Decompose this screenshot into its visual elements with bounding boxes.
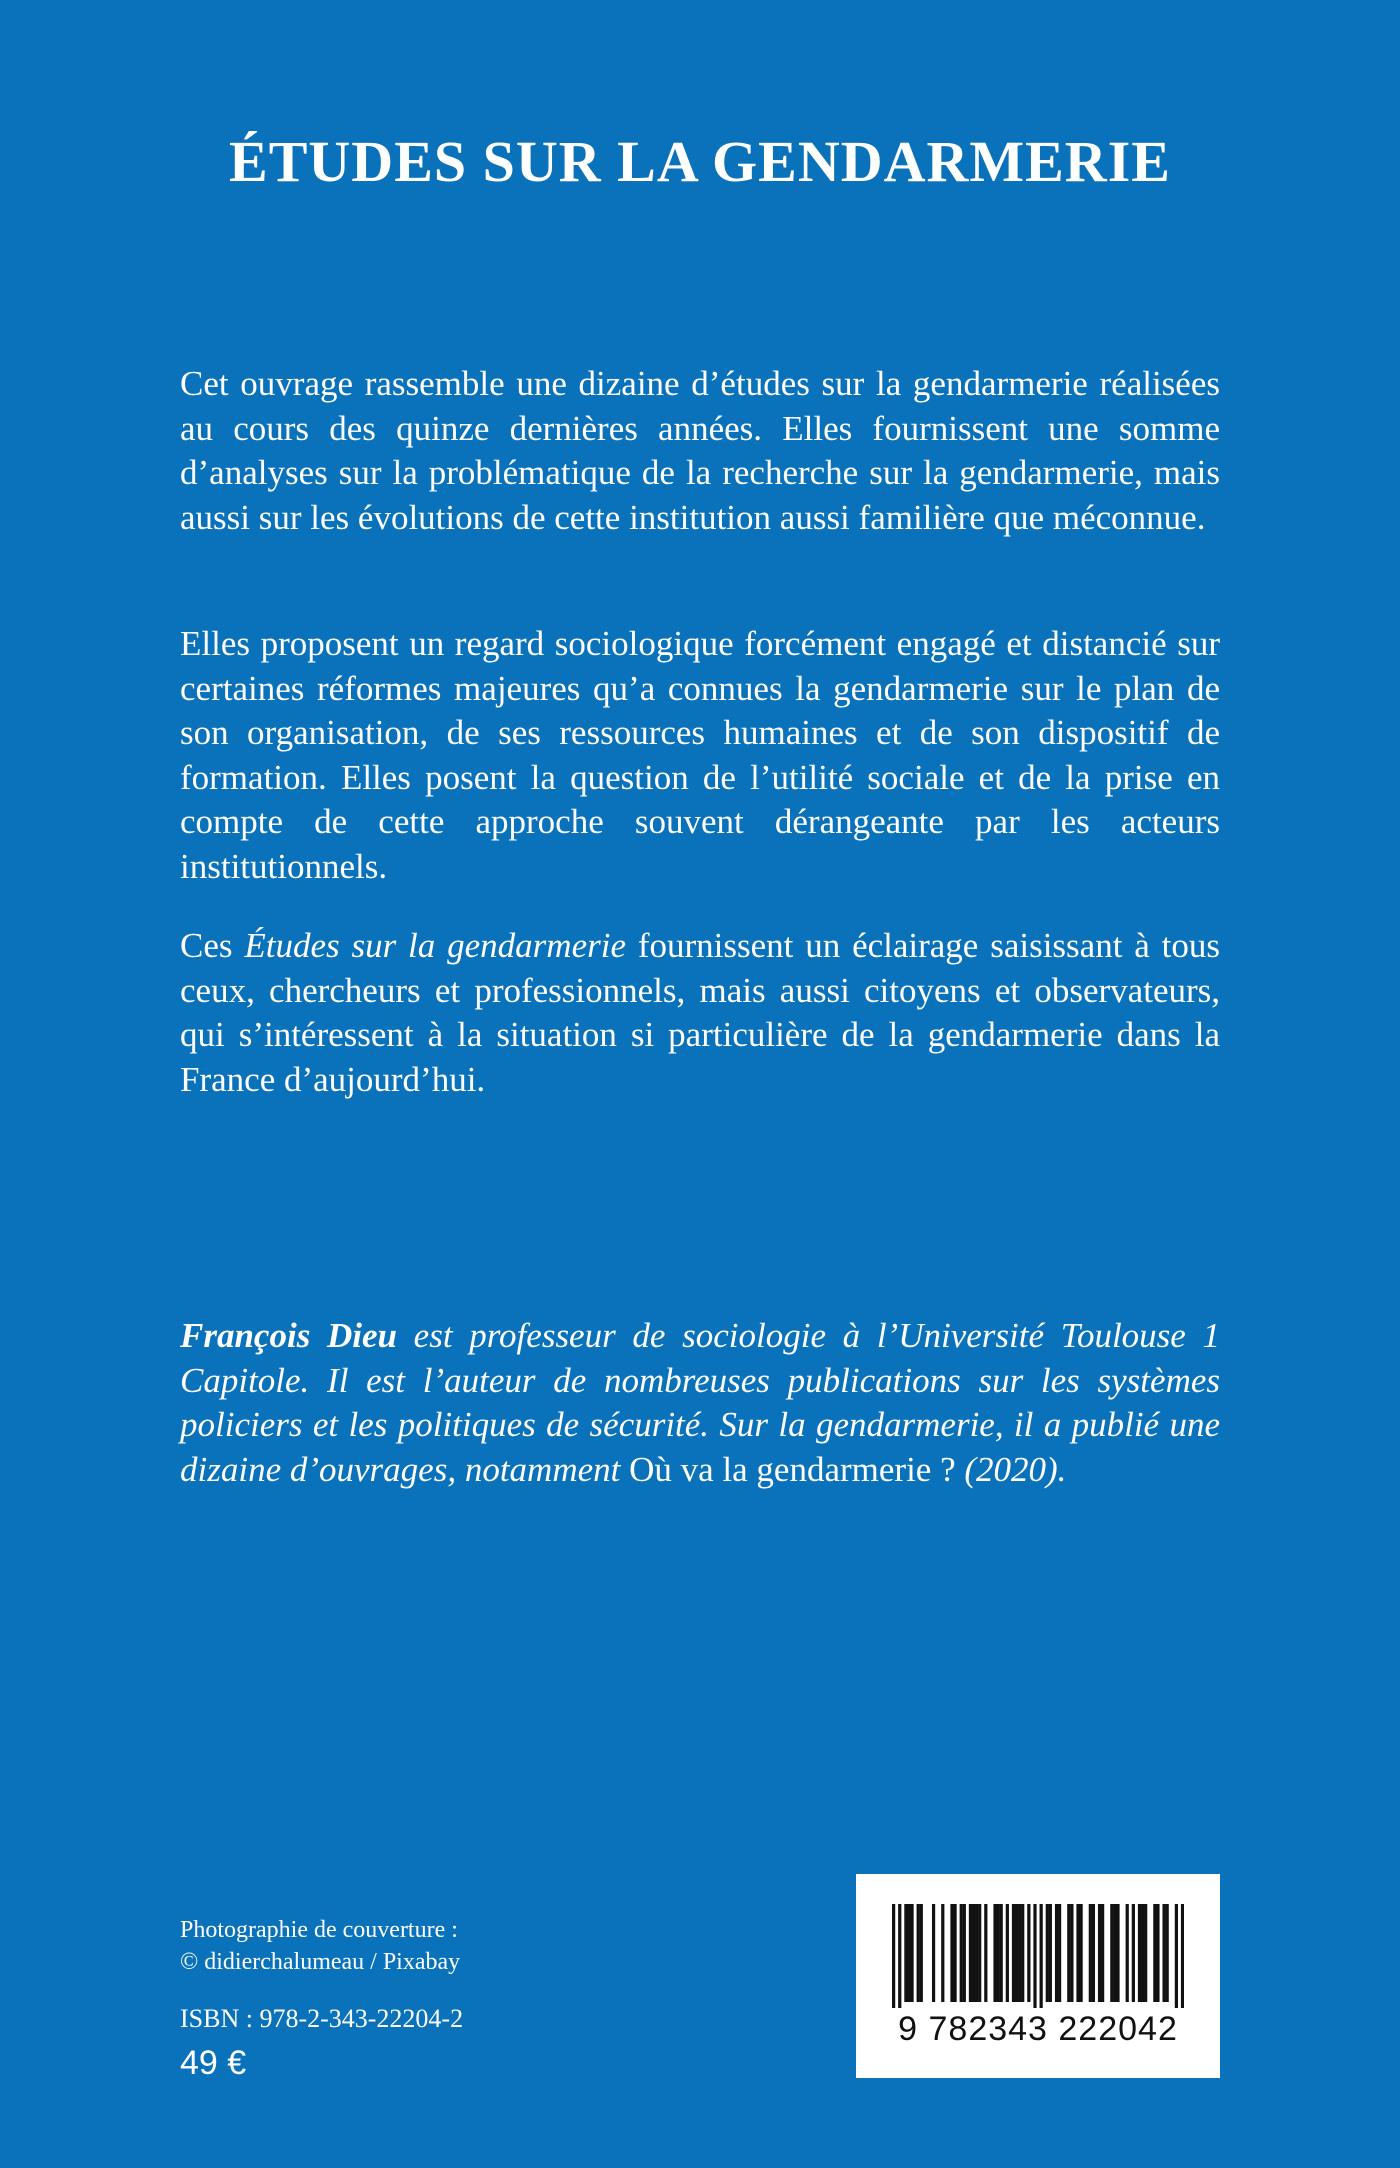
barcode-bar: [1000, 1904, 1003, 2002]
barcode-bar: [960, 1904, 963, 2002]
author-bio-text-2: (2020).: [955, 1449, 1067, 1489]
barcode-bar: [1098, 1904, 1101, 2002]
barcode-bar: [1018, 1904, 1021, 2002]
photo-credit-label: Photographie de couverture :: [180, 1917, 458, 1943]
barcode-bar: [1101, 1904, 1104, 2002]
author-bio: [180, 1314, 1220, 1492]
paragraph-3-book-title: Études sur la gendarmerie: [244, 926, 626, 965]
barcode-bar: [1070, 1904, 1073, 2002]
barcode-bar: [1092, 1904, 1095, 2002]
description-paragraph-1: Cet ouvrage rassemble une dizaine d’études sur la gendarmerie réalisées au cours des quinze dernières années. Elles fournissent une somme d’analyses sur la problématique de la recherche sur la gendarmerie, mais aussi sur les évolutions de cette institution aussi familière que méconnue.: [180, 364, 1220, 537]
barcode-bar: [1079, 1904, 1082, 2002]
barcode-bar: [972, 1904, 975, 2002]
barcode-bar: [1006, 1904, 1009, 2002]
barcode-bar: [910, 1904, 913, 2002]
barcode-bar: [1156, 1904, 1159, 2002]
author-book-title: Où va la gendarmerie ?: [629, 1449, 956, 1489]
barcode-guard-bar: [1181, 1904, 1184, 2008]
barcode-bar: [1141, 1904, 1144, 2002]
barcode-bar: [1058, 1904, 1061, 2002]
barcode-bar: [1138, 1904, 1141, 2002]
photo-credit-value: © didierchalumeau / Pixabay: [180, 1949, 461, 1975]
barcode-bar: [1046, 1904, 1049, 2002]
barcode-bar: [953, 1904, 956, 2002]
barcode-bar: [969, 1904, 972, 2002]
barcode-guard-bar: [1175, 1904, 1178, 2008]
barcode-bar: [975, 1904, 978, 2002]
barcode-guard-bar: [1040, 1904, 1043, 2008]
paragraph-3-prefix: Ces: [180, 926, 245, 965]
barcode-bar: [1153, 1904, 1156, 2002]
barcode-bar: [917, 1904, 920, 2002]
barcode-bar: [920, 1904, 923, 2002]
author-name: François Dieu: [180, 1316, 397, 1355]
barcode-bar: [1116, 1904, 1119, 2002]
paragraph-3-suffix: fournissent un éclairage saisissant à tous ceux, chercheurs et professionnels, mais aussi citoyens et observateurs, qui s’intéressent à la situation si particulière de la gendarmerie dans la France d’aujourd’hui.: [180, 926, 1220, 1099]
barcode-bar: [1021, 1904, 1024, 2002]
barcode-bar: [1027, 1904, 1030, 2002]
barcode-bar: [1166, 1904, 1169, 2002]
photo-credits: [180, 1914, 680, 1978]
barcode-bar: [993, 1904, 996, 2002]
description-paragraph-3: [180, 924, 1220, 1102]
barcode-bar: [1067, 1904, 1070, 2002]
barcode-bars: [892, 1904, 1184, 2008]
barcode-bar: [1132, 1904, 1135, 2002]
barcode-bar: [1055, 1904, 1058, 2002]
barcode-bar: [984, 1904, 987, 2002]
barcode-bar: [1015, 1904, 1018, 2002]
barcode-bar: [904, 1904, 907, 2002]
barcode-bar: [1113, 1904, 1116, 2002]
barcode-guard-bar: [1033, 1904, 1036, 2008]
barcode-guard-bar: [898, 1904, 901, 2008]
barcode-bar: [1049, 1904, 1052, 2002]
barcode: [856, 1874, 1220, 2078]
barcode-digits: 9 782343 222042: [898, 2010, 1178, 2048]
barcode-bar: [907, 1904, 910, 2002]
barcode-bar: [941, 1904, 944, 2002]
barcode-bar: [1162, 1904, 1165, 2002]
barcode-bar: [1076, 1904, 1079, 2002]
barcode-bar: [1126, 1904, 1129, 2002]
book-title: ÉTUDES SUR LA GENDARMERIE: [229, 129, 1171, 194]
barcode-bar: [932, 1904, 935, 2002]
barcode-bar: [997, 1904, 1000, 2002]
author-bio-text-1: est professeur de sociologie à l’Université Toulouse 1 Capitole. Il est l’auteur de nombreuses publications sur les systèmes policiers et les politiques de sécurité. Sur la gendarmerie, il a publié une dizaine d’ouvrages, notamment: [180, 1316, 1221, 1489]
barcode-bar: [1089, 1904, 1092, 2002]
barcode-bar: [978, 1904, 981, 2002]
description-paragraph-2: Elles proposent un regard sociologique forcément engagé et distancié sur certaines réformes majeures qu’a connues la gendarmerie sur le plan de son organisation, de ses ressources humaines et de son dispositif de formation. Elles posent la question de l’utilité sociale et de la prise en compte de cette approche souvent dérangeante par les acteurs institutionnels.: [180, 624, 1220, 886]
barcode-bar: [1110, 1904, 1113, 2002]
price: 49 €: [180, 2044, 247, 2082]
isbn: ISBN : 978-2-343-22204-2: [180, 2004, 464, 2033]
barcode-guard-bar: [892, 1904, 895, 2008]
barcode-bar: [963, 1904, 966, 2002]
barcode-bar: [1144, 1904, 1147, 2002]
barcode-bar: [950, 1904, 953, 2002]
barcode-bar: [1012, 1904, 1015, 2002]
